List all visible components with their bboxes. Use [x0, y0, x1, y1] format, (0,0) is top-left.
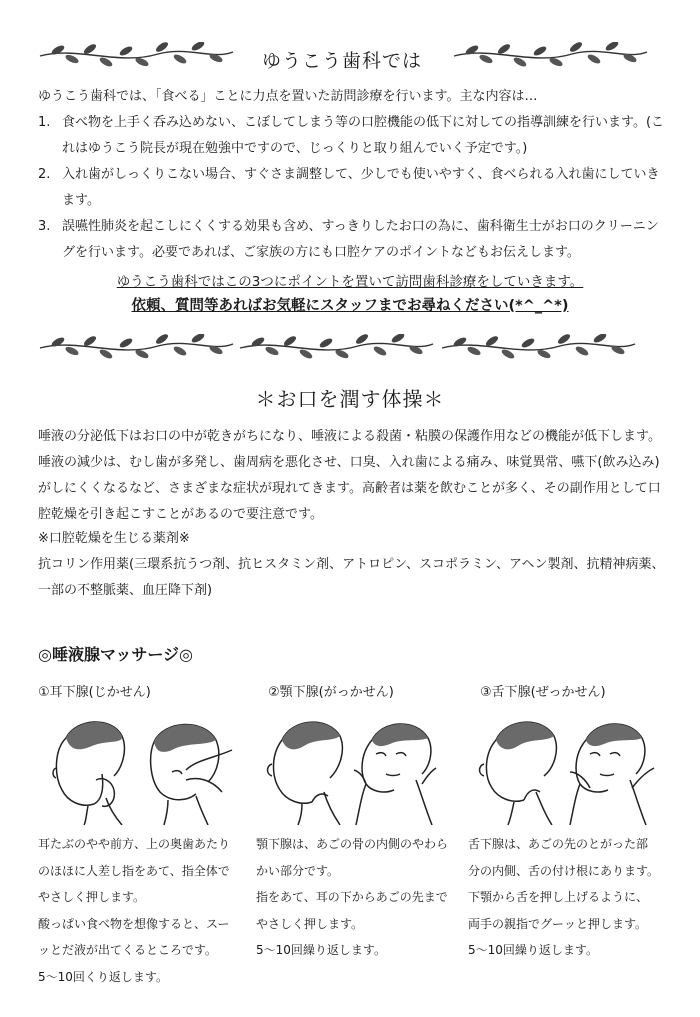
vine-decoration-mid-2: [238, 334, 438, 362]
service-item-3: 3. 誤嚥性肺炎を起こしにくくする効果も含め、すっきりしたお口の為に、歯科衛生士がお口のクリーニングを行います。必要であれば、ご家族の方にも口腔ケアのポイントなどもお伝えします。: [38, 219, 659, 260]
vine-decoration-mid-1: [38, 334, 238, 362]
submandibular-instructions: 顎下腺は、あごの骨の内側のやわら かい部分です。 指をあて、耳の下からあごの先まで やさしく押します。 5〜10回繰り返します。: [256, 837, 449, 957]
vine-decoration-top-right: [452, 42, 652, 70]
parotid-massage-illustration: [36, 710, 236, 825]
saliva-explanation: 唾液の分泌低下はお口の中が乾きがちになり、唾液による殺菌・粘膜の保護作用などの機能が低下します。唾液の減少は、むし歯が多発し、歯周病を悪化させ、口臭、入れ歯による痛み、味覚異常、嚥下(飲み込み)がしにくくなるなど、さまざまな症状が現れてきます。高齢者は薬を飲むことが多く、その副作用として口腔乾燥を引き起こすことがあるので要注意です。: [38, 429, 661, 522]
vine-decoration-top-left: [38, 42, 238, 70]
parotid-instructions: 耳たぶのやや前方、上の奥歯あたり のほほに人差し指をあて、指全体で やさしく押します。 酸っぱい食べ物を想像すると、スー ッとだ液が出てくるところです。 5〜10回くり返します。: [38, 837, 231, 984]
section-title-yukoh: ゆうこう歯科では: [262, 50, 423, 72]
vine-decoration-mid-3: [440, 334, 640, 362]
intro-text: ゆうこう歯科では、「食べる」ことに力点を置いた訪問診療を行います。主な内容は…: [38, 89, 538, 104]
section-title-exercise: ＊お口を潤す体操＊: [255, 387, 445, 411]
emphasis-line-2: 依頼、質問等あればお気軽にスタッフまでお尋ねください(*^_^*): [131, 298, 569, 314]
submandibular-massage-illustration: [256, 710, 456, 825]
drug-list: 抗コリン作用薬(三環系抗うつ剤、抗ヒスタミン剤、アトロピン、スコポラミン、アヘン製剤、抗精神病薬、一部の不整脈薬、血圧降下剤): [38, 557, 665, 598]
emphasis-line-1: ゆうこう歯科ではこの3つにポイントを置いて訪問歯科診療をしていきます。: [116, 274, 584, 290]
service-item-2: 2. 入れ歯がしっくりこない場合、すぐさま調整して、少しでも使いやすく、食べられる入れ歯にしていきます。: [38, 167, 660, 208]
gland-name-parotid: ①耳下腺(じかせん): [38, 685, 151, 700]
sublingual-instructions: 舌下腺は、あごの先のとがった部 分の内側、舌の付け根にあります。 下顎から舌を押し上げるように、 両手の親指でグーッと押します。 5〜10回繰り返します。: [468, 837, 660, 957]
sublingual-massage-illustration: [466, 710, 666, 825]
gland-name-sublingual: ③舌下腺(ぜっかせん): [480, 685, 606, 700]
massage-title: ◎唾液腺マッサージ◎: [38, 645, 193, 664]
service-list: [38, 110, 668, 266]
gland-name-submandibular: ②顎下腺(がっかせん): [268, 685, 394, 700]
service-item-1: 1. 食べ物を上手く呑み込めない、こぼしてしまう等の口腔機能の低下に対しての指導訓練を行います。(これはゆうこう院長が現在勉強中ですので、じっくりと取り組んでいく予定です。): [38, 115, 665, 156]
drug-note-title: ※口腔乾燥を生じる薬剤※: [38, 531, 190, 546]
